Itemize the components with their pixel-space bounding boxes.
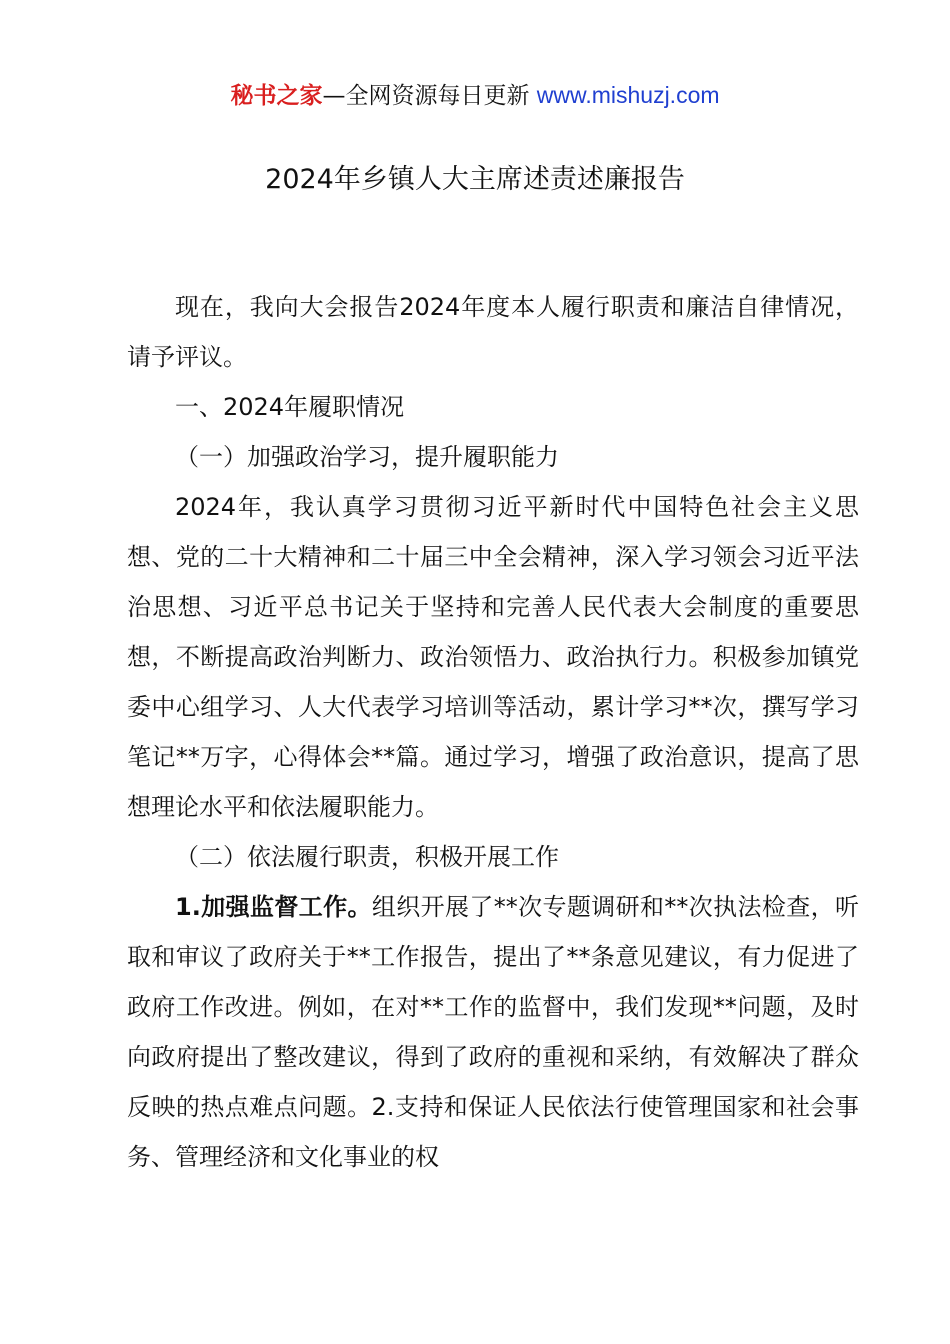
brand-name: 秘书之家 bbox=[230, 83, 323, 109]
site-header bbox=[0, 78, 950, 113]
subsection-heading-2: （二）依法履行职责，积极开展工作 bbox=[175, 843, 559, 871]
document-title: 2024年乡镇人大主席述责述廉报告 bbox=[265, 164, 685, 195]
supervision-lead: 1.加强监督工作。 bbox=[175, 893, 372, 921]
supervision-paragraph bbox=[127, 882, 859, 1182]
section-heading-1: 一、2024年履职情况 bbox=[175, 393, 405, 421]
supervision-body: 组织开展了**次专题调研和**次执法检查，听取和审议了政府关于**工作报告，提出了**条意见建议，有力促进了政府工作改进。例如，在对**工作的监督中，我们发现**问题，及时向政府提出了整改建议，得到了政府的重视和采纳，有效解决了群众反映的热点难点问题。2.支持和保证人民依法行使管理国家和社会事务、管理经济和文化事业的权 bbox=[127, 893, 860, 1171]
intro-paragraph: 现在，我向大会报告2024年度本人履行职责和廉洁自律情况，请予评议。 bbox=[127, 293, 859, 371]
study-paragraph: 2024年，我认真学习贯彻习近平新时代中国特色社会主义思想、党的二十大精神和二十届三中全会精神，深入学习领会习近平法治思想、习近平总书记关于坚持和完善人民代表大会制度的重要思想，不断提高政治判断力、政治领悟力、政治执行力。积极参加镇党委中心组学习、人大代表学习培训等活动，累计学习**次，撰写学习笔记**万字，心得体会**篇。通过学习，增强了政治意识，提高了思想理论水平和依法履职能力。 bbox=[127, 493, 859, 821]
document-body bbox=[127, 282, 859, 1182]
header-tagline: —全网资源每日更新 bbox=[322, 83, 537, 109]
subsection-heading-1: （一）加强政治学习，提升履职能力 bbox=[175, 443, 559, 471]
site-link[interactable]: www.mishuzj.com bbox=[536, 82, 720, 108]
